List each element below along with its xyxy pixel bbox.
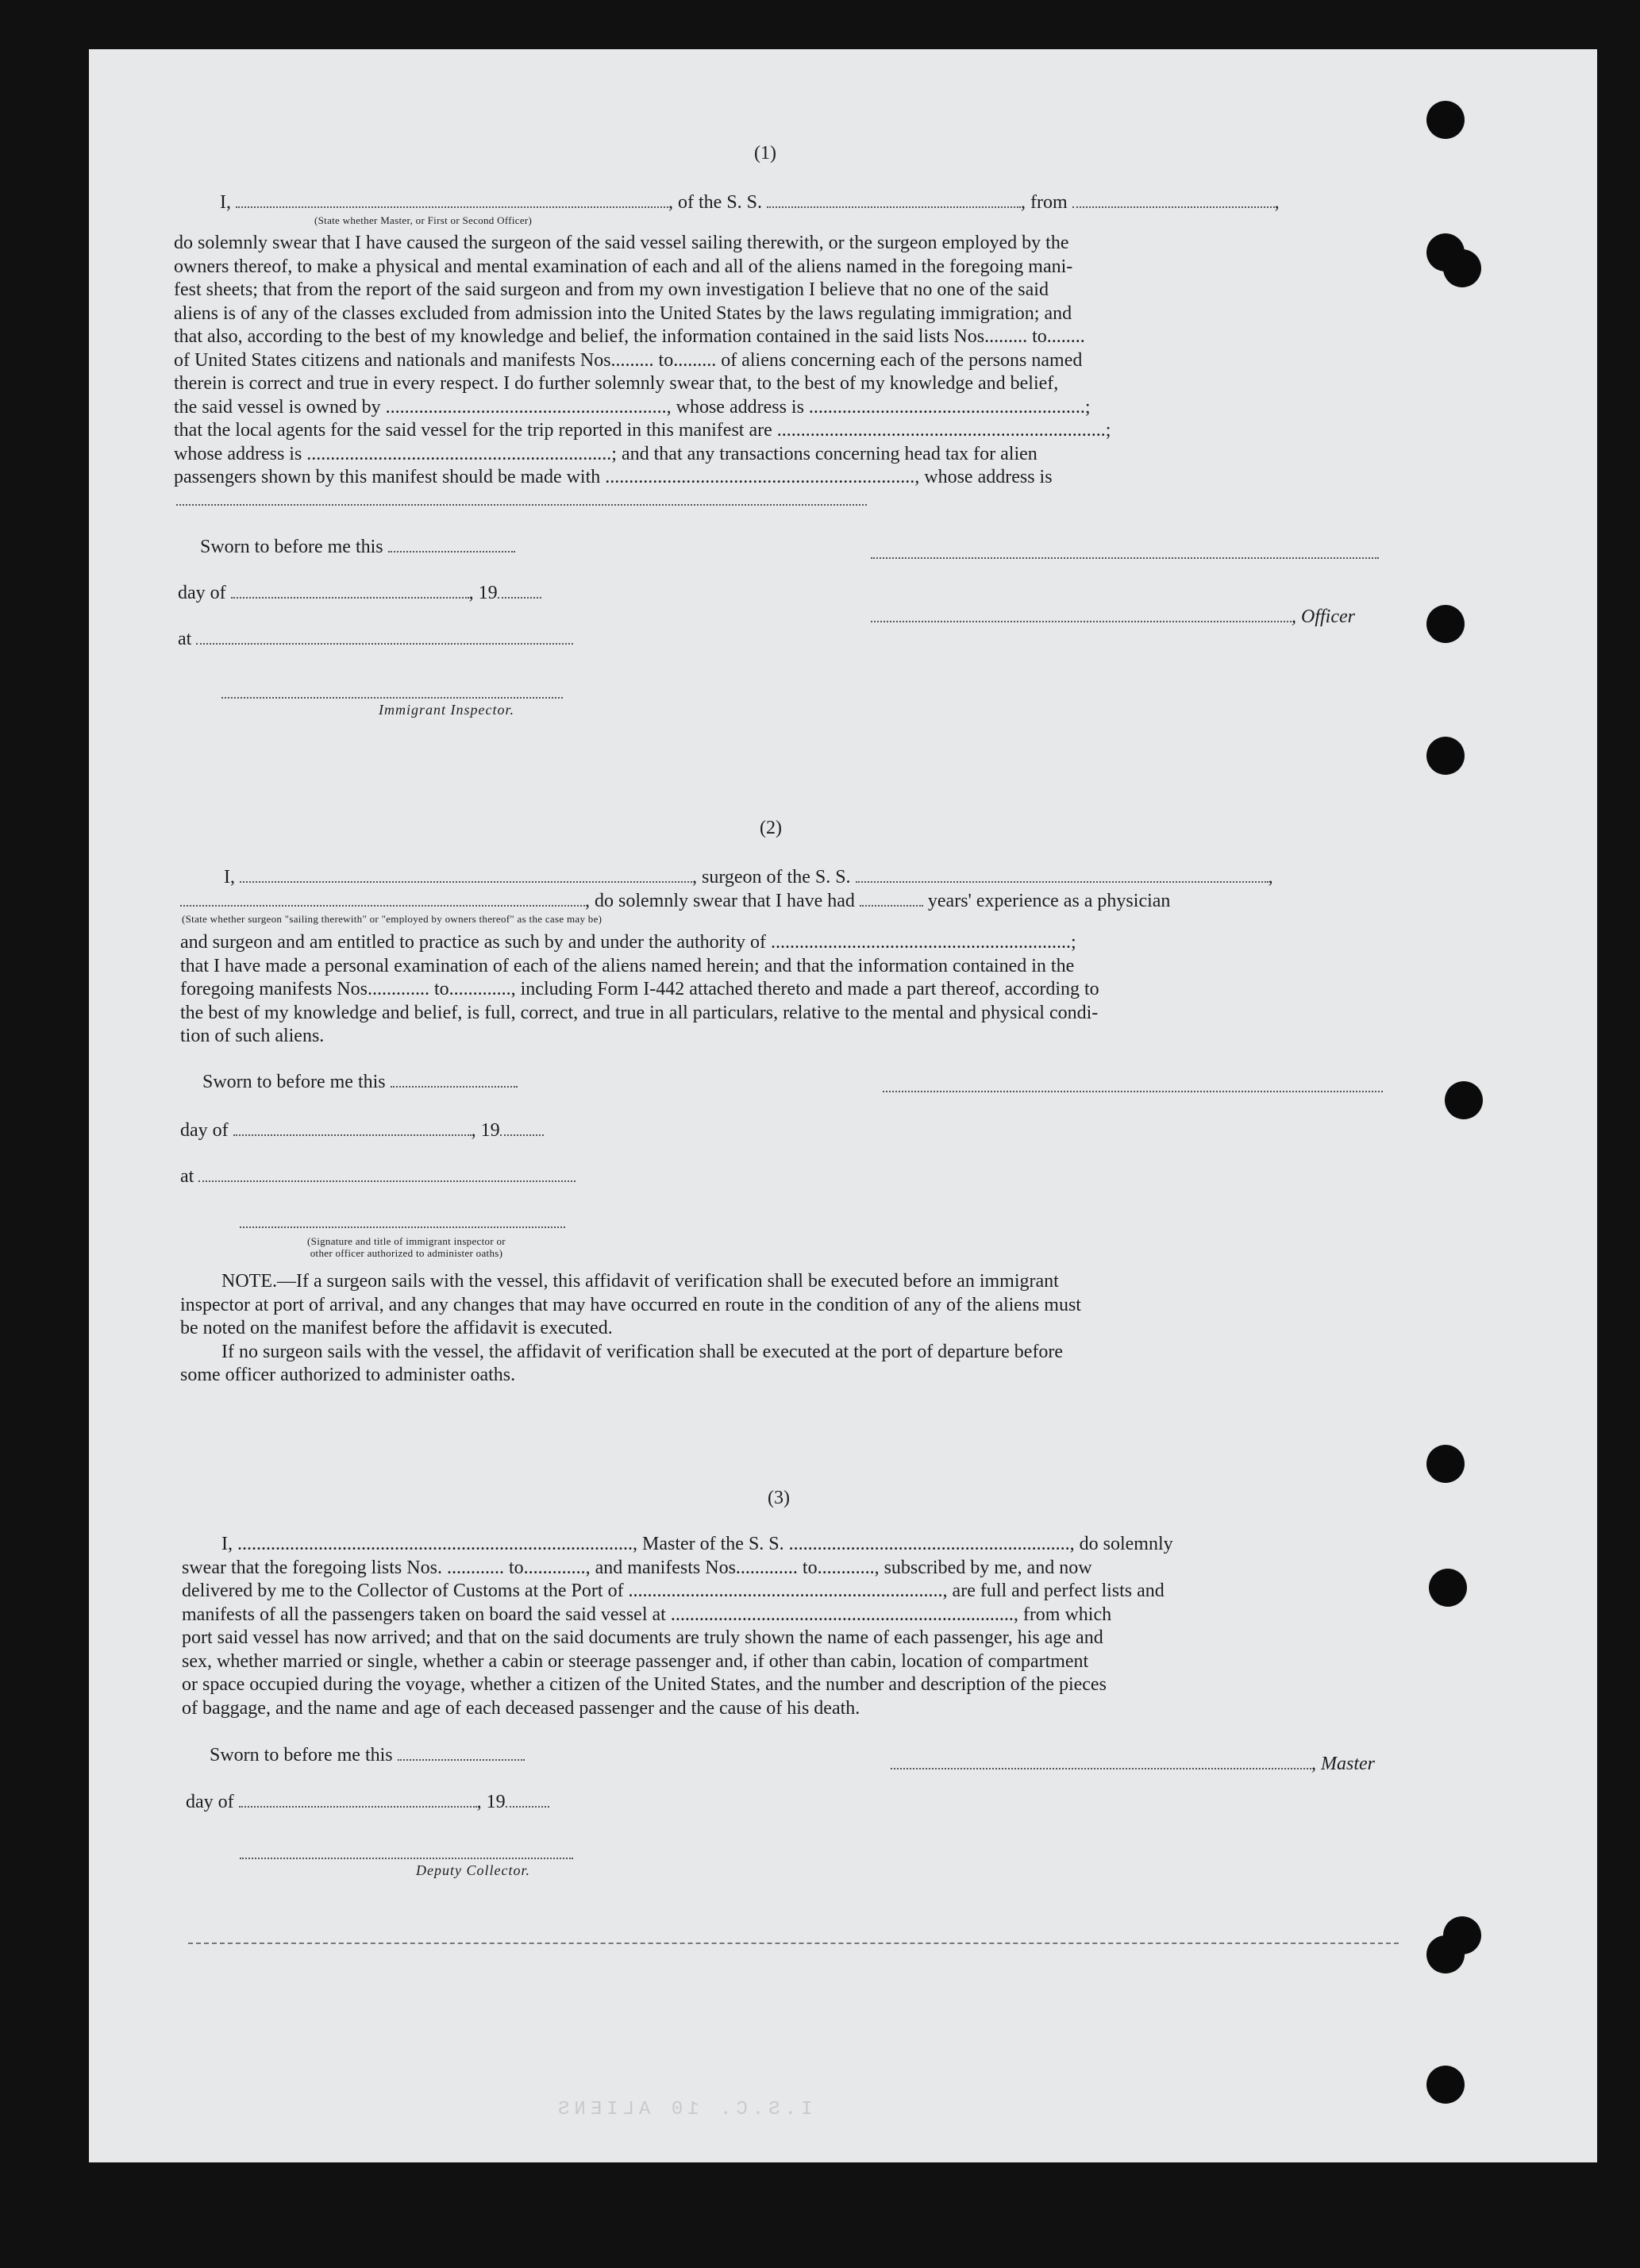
year-field[interactable] [500,1119,544,1136]
sworn-line [202,1070,518,1094]
punch-hole [1426,101,1465,139]
sworn-label: Sworn to before me this [200,537,383,557]
officer-type-caption: (State whether Master, or First or Second Officer) [314,214,533,226]
inspector-caption: Immigrant Inspector. [379,702,514,718]
inspector-signature-field[interactable] [221,697,563,699]
day-of-line [178,581,541,605]
day-field[interactable] [233,1119,472,1136]
sworn-label: Sworn to before me this [202,1072,386,1092]
year-label: , 19 [468,583,498,603]
section-2-number: (2) [760,818,782,838]
day-of-line [180,1119,544,1142]
punch-hole [1426,1935,1465,1973]
signature-caption-line: (Signature and title of immigrant inspector or [307,1235,506,1247]
punch-hole [1426,605,1465,643]
bottom-rule [188,1943,1399,1944]
i-label: I, [220,192,231,213]
year-label: , 19 [476,1792,506,1812]
day-field[interactable] [231,581,469,599]
body-line: the best of my knowledge and belief, is full, correct, and true in all particulars, relative to the mental and physical condi- [180,1002,1099,1023]
body-line: delivered by me to the Collector of Customs at the Port of .................................................................., are full and perfect lists and [182,1581,1165,1601]
officer-name-field[interactable] [871,605,1292,622]
officer-signature-field[interactable] [871,557,1379,559]
section-1-line-1 [220,191,1280,214]
surgeon-type-caption: (State whether surgeon "sailing therewith" or "employed by owners thereof" as the case may be) [182,913,602,925]
punch-hole [1445,1081,1483,1119]
day-of-label: day of [178,583,226,603]
deputy-signature-field[interactable] [240,1858,573,1859]
punch-hole [1426,2066,1465,2104]
signature-caption-line: other officer authorized to administer oaths) [310,1247,503,1259]
section-3-body [182,1533,1488,1720]
of-ss-label: , of the S. S. [668,192,763,213]
section-2-line-1 [224,865,1273,889]
section-2-body [180,931,1478,1049]
body-line: sex, whether married or single, whether a cabin or steerage passenger and, if other than cabin, location of compartment [182,1650,1089,1672]
master-line [891,1752,1375,1776]
day-of-line [186,1790,549,1814]
section-1-number: (1) [754,143,776,164]
body-line: the said vessel is owned by ..........................................................., whose address is ..........................................................; [174,396,1091,418]
day-of-label: day of [186,1792,234,1812]
section-2-line-2 [180,889,1170,913]
note-line: inspector at port of arrival, and any changes that may have occurred en route in the condition of any of the aliens must [180,1294,1081,1315]
section-1-body [174,232,1468,490]
body-line: aliens is of any of the classes excluded from admission into the United States by the laws regulating immigration; and [174,302,1072,324]
body-line: that also, according to the best of my knowledge and belief, the information contained in the said lists Nos......... to........ [174,326,1085,347]
sworn-label: Sworn to before me this [210,1745,393,1765]
body-line: tion of such aliens. [180,1026,325,1046]
sworn-date-field[interactable] [398,1743,525,1761]
note-line: some officer authorized to administer oaths. [180,1365,516,1385]
from-field[interactable] [1072,191,1275,208]
surgeon-name-field[interactable] [240,865,692,883]
sworn-line [200,535,515,559]
name-field[interactable] [236,191,668,208]
sworn-date-field[interactable] [388,535,515,553]
punch-hole [1426,737,1465,775]
year-label: , 19 [471,1120,500,1141]
body-line: therein is correct and true in every respect. I do further solemnly swear that, to the best of my knowledge and belief, [174,373,1059,394]
from-label: , from [1021,192,1068,213]
officer-line [871,605,1355,629]
master-label: , Master [1311,1754,1375,1774]
vessel-field[interactable] [856,865,1268,883]
day-field[interactable] [239,1790,477,1808]
body-line: manifests of all the passengers taken on board the said vessel at ........................................................................, from which [182,1604,1112,1625]
at-label: at [178,629,192,649]
at-line [178,627,573,651]
body-line: that I have made a personal examination of each of the aliens named herein; and that the information contained in the [180,955,1075,976]
line-end: , [1274,192,1280,213]
surgeon-signature-field[interactable] [883,1091,1383,1092]
sworn-line [210,1743,525,1767]
punch-hole [1426,1445,1465,1483]
note-line [180,1270,1478,1294]
section-3-number: (3) [768,1488,790,1508]
body-line: fest sheets; that from the report of the said surgeon and from my own investigation I believe that no one of the said [174,279,1049,300]
body-line: of United States citizens and nationals and manifests Nos......... to......... of aliens concerning each of the persons named [174,349,1083,371]
year-field[interactable] [506,1790,549,1808]
vessel-field[interactable] [767,191,1021,208]
note [180,1270,1478,1388]
body-line: foregoing manifests Nos............. to............., including Form I-442 attached thereto and made a part thereof, according to [180,979,1099,999]
body-line: owners thereof, to make a physical and mental examination of each and all of the aliens named in the foregoing mani- [174,256,1073,277]
note-label: NOTE. [221,1271,277,1292]
body-line: do solemnly swear that I have caused the surgeon of the said vessel sailing therewith, or the surgeon employed by the [174,233,1069,253]
body-line: of baggage, and the name and age of each deceased passenger and the cause of his death. [182,1697,860,1719]
deputy-caption: Deputy Collector. [416,1862,530,1878]
i-label: I, [224,867,235,888]
authority-signature-field[interactable] [240,1226,565,1228]
document-page [89,49,1597,2162]
surgeon-type-field[interactable] [180,889,585,907]
body-line: swear that the foregoing lists Nos. ............ to............., and manifests Nos............. to............, subscribed by me, and now [182,1557,1092,1578]
swear-label: , do solemnly swear that I have had [585,891,855,911]
body-line: passengers shown by this manifest should be made with ................................................................., whose address is [174,467,1053,487]
at-field[interactable] [198,1165,576,1182]
line-end: , [1268,867,1273,888]
note-text: —If a surgeon sails with the vessel, this affidavit of verification shall be executed before an immigrant [276,1271,1059,1292]
body-line: I, ..................................................................................., Master of the S. S. ..........................................................., do solemnly [221,1534,1173,1554]
signature-caption [252,1235,561,1259]
note-line: If no surgeon sails with the vessel, the affidavit of verification shall be executed at the port of departure before [221,1341,1064,1362]
master-signature-field[interactable] [891,1752,1311,1769]
at-label: at [180,1166,194,1187]
body-line: and surgeon and am entitled to practice as such by and under the authority of ...............................................................; [180,932,1076,953]
at-field[interactable] [196,627,573,645]
year-field[interactable] [498,581,541,599]
address-field[interactable] [176,504,867,506]
officer-label: , Officer [1292,606,1355,627]
at-line [180,1165,576,1188]
bleed-through-footer: I.S.C. 10 ALIENS [553,2099,813,2120]
years-field[interactable] [860,889,923,907]
day-of-label: day of [180,1120,229,1141]
body-line: or space occupied during the voyage, whether a citizen of the United States, and the number and description of the pieces [182,1674,1107,1695]
note-line: be noted on the manifest before the affidavit is executed. [180,1318,613,1338]
body-line: port said vessel has now arrived; and that on the said documents are truly shown the name of each passenger, his age and [182,1627,1103,1648]
surgeon-of-label: , surgeon of the S. S. [692,867,851,888]
body-line: whose address is ................................................................; and that any transactions concerning head tax for alien [174,443,1038,464]
years-label: years' experience as a physician [927,891,1171,911]
sworn-date-field[interactable] [391,1070,518,1088]
body-line: that the local agents for the said vessel for the trip reported in this manifest are .....................................................................; [174,420,1111,441]
